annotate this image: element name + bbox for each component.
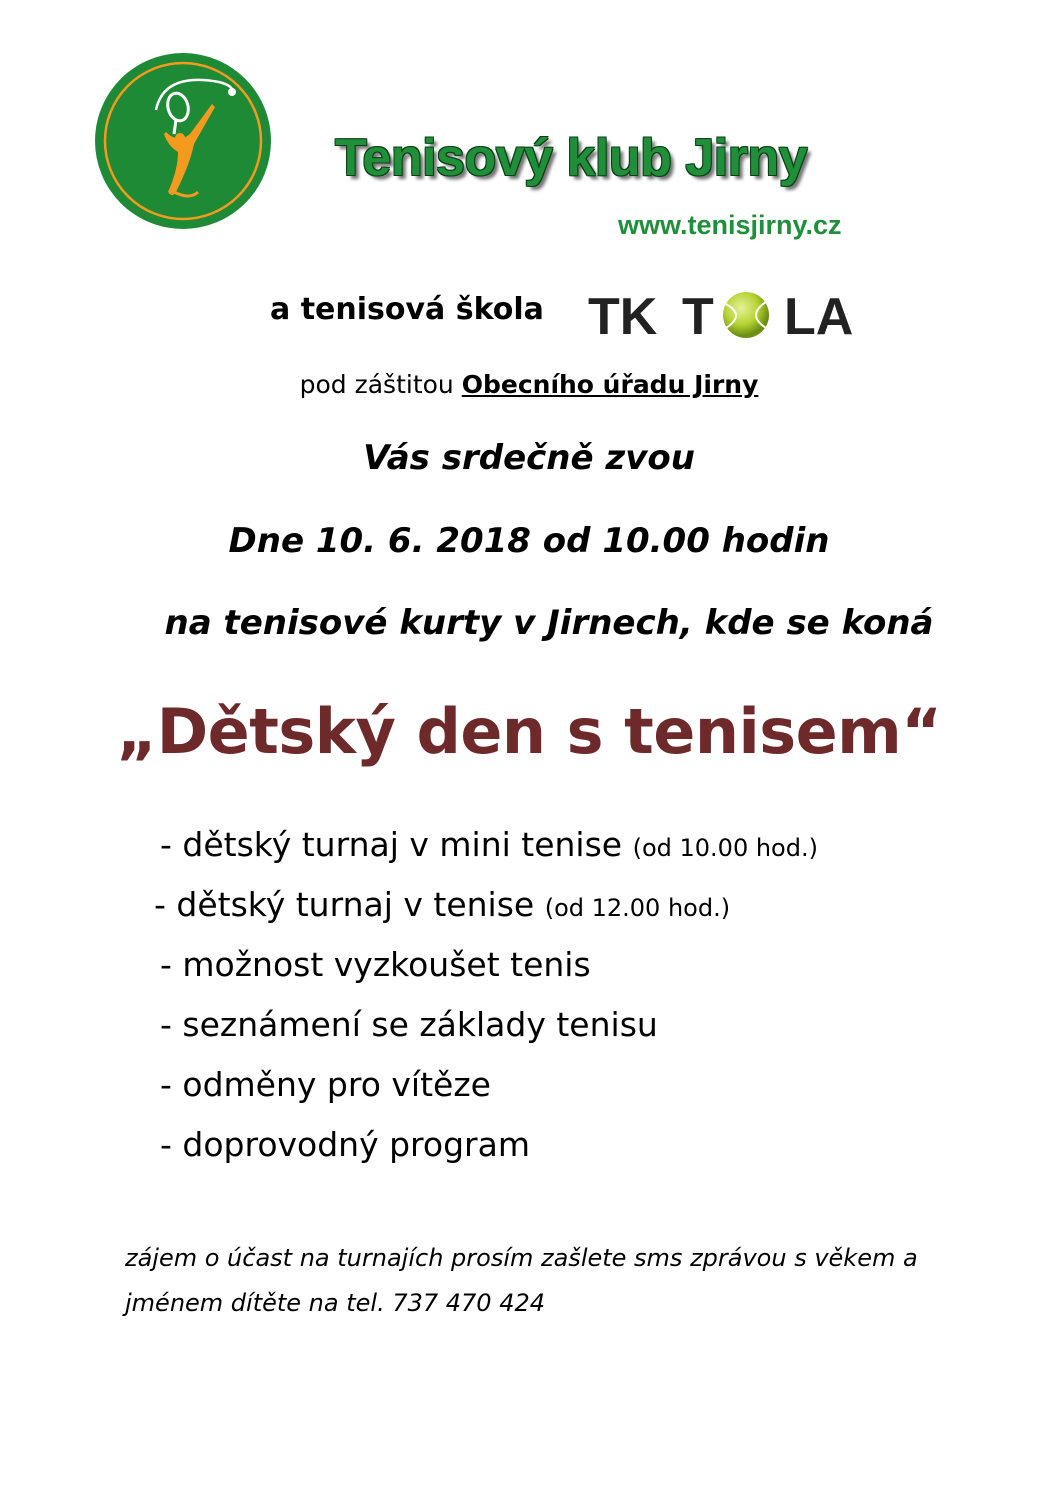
program-item: - dětský turnaj v tenise (od 12.00 hod.) — [154, 885, 731, 924]
event-title: „Dětský den s tenisem“ — [116, 695, 942, 768]
patronage-line — [0, 370, 1058, 399]
patronage-office: Obecního úřadu Jirny — [461, 370, 759, 399]
svg-text:LA: LA — [784, 288, 854, 346]
website-link[interactable]: www.tenisjirny.cz — [618, 210, 842, 240]
club-name: Tenisový klub Jirny — [335, 129, 808, 187]
club-logo-icon — [94, 52, 272, 230]
tk-tola-logo — [586, 282, 876, 346]
school-line: a tenisová škola — [270, 292, 544, 327]
patronage-prefix: pod záštitou — [299, 370, 454, 399]
invite-location: na tenisové kurty v Jirnech, kde se koná — [164, 603, 934, 643]
program-item: - odměny pro vítěze — [160, 1065, 491, 1104]
program-item: - dětský turnaj v mini tenise (od 10.00 hod.) — [160, 825, 818, 864]
program-item: - doprovodný program — [160, 1125, 530, 1164]
tennis-ball-icon — [723, 292, 769, 338]
invite-date: Dne 10. 6. 2018 od 10.00 hodin — [228, 521, 830, 561]
svg-text:T: T — [682, 288, 714, 346]
program-item: - seznámení se základy tenisu — [160, 1005, 658, 1044]
registration-note: zájem o účast na turnajích prosím zašlete sms zprávou s věkem a jménem dítěte na tel. 737 470 424 — [125, 1244, 918, 1317]
program-item: - možnost vyzkoušet tenis — [160, 945, 591, 984]
svg-text:TK: TK — [588, 288, 658, 346]
invite-line-1: Vás srdečně zvou — [363, 438, 695, 478]
program-list — [154, 822, 818, 1182]
